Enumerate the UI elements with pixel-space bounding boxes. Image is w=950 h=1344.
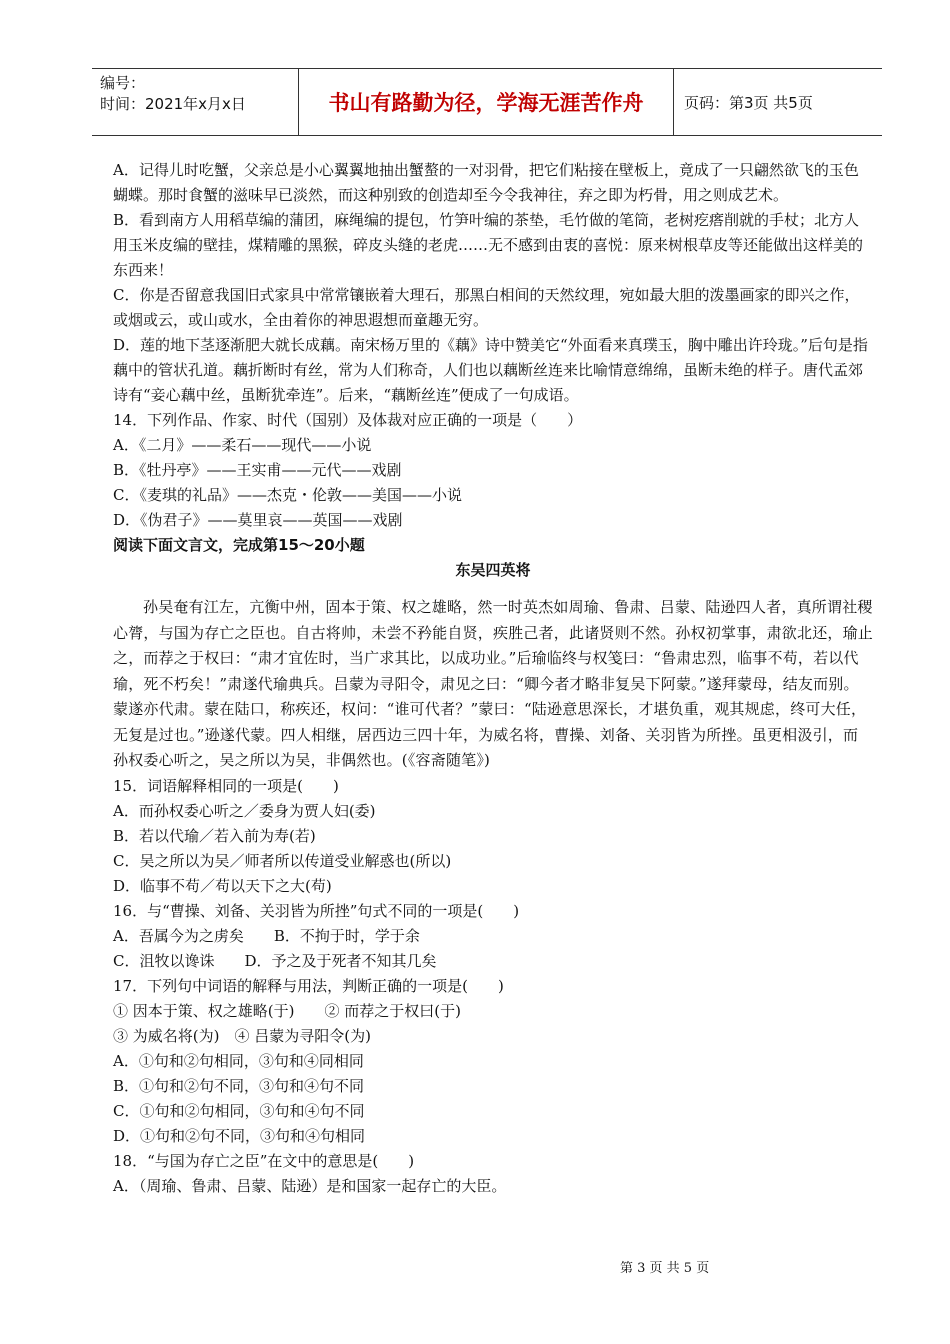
question-line: D．临事不苟／苟以天下之大(苟) [113, 876, 332, 895]
question-line: D．①句和②句不同，③句和④句相同 [113, 1126, 366, 1145]
option-paragraph: B．看到南方人用稻草编的蒲团，麻绳编的提包，竹笋叶编的茶垫，毛竹做的笔筒，老树疙瘩削就的手杖；北方人用玉米皮编的壁挂，煤精雕的黑猴，碎皮头缝的老虎……无不感到由衷的喜悦：原来树根草皮等还能做出这样美的东西来！ [113, 211, 864, 279]
page-header [92, 68, 882, 136]
question-line: A．（周瑜、鲁肃、吕蒙、陆逊）是和国家一起存亡的大臣。 [113, 1176, 507, 1195]
question-line: 17．下列句中词语的解释与用法，判断正确的一项是( ) [113, 976, 504, 995]
option-line: D．《伪君子》——莫里哀——英国——戏剧 [113, 511, 403, 529]
question-line: A．而孙权委心听之／委身为贾人妇(委) [113, 801, 376, 820]
option-line: B．《牡丹亭》——王实甫——元代——戏剧 [113, 461, 402, 479]
question-line: ③ 为威名将(为) ④ 吕蒙为寻阳令(为) [113, 1026, 371, 1045]
document-body [113, 158, 873, 1199]
header-page-label: 页码：第3页 共5页 [684, 93, 813, 112]
question-line: B．若以代瑜／若入前为寿(若) [113, 826, 316, 845]
option-paragraph: D．莲的地下茎逐渐肥大就长成藕。南宋杨万里的《藕》诗中赞美它“外面看来真璞玉，胸中雕出许玲珑。”后句是指藕中的管状孔道。藕折断时有丝，常为人们称奇，人们也以藕断丝连来比喻情意绵绵，虽断未绝的样子。唐代孟郊诗有“妾心藕中丝，虽断犹牵连”。后来，“藕断丝连”便成了一句成语。 [113, 336, 868, 404]
question-line: A．吾属今为之虏矣 B．不拘于时，学于余 [113, 926, 420, 945]
header-meta [92, 69, 299, 135]
classical-passage: 孙吴奄有江左，亢衡中州，固本于策、权之雄略，然一时英杰如周瑜、鲁肃、吕蒙、陆逊四人者，真所谓社稷心膂，与国为存亡之臣也。自古将帅，未尝不矜能自贤，疾胜己者，此诸贤则不然。孙权初掌事，肃欲北还，瑜止之，而荐之于权曰：“肃才宜佐时，当广求其比，以成功业。”后瑜临终与权笺曰：“鲁肃忠烈，临事不苟，若以代瑜，死不朽矣！”肃遂代瑜典兵。吕蒙为寻阳令，肃见之曰：“卿今者才略非复吴下阿蒙。”遂拜蒙母，结友而别。蒙遂亦代肃。蒙在陆口，称疾还，权问：“谁可代者？”蒙曰：“陆逊意思深长，才堪负重，观其规虑，终可大任，无复是过也。”逊遂代蒙。四人相继，居西边三四十年，为威名将，曹操、刘备、关羽皆为所挫。虽更相汲引，而孙权委心听之，吴之所以为吴，非偶然也。(《容斋随笔》) [113, 598, 874, 769]
question-line: 15．词语解释相同的一项是( ) [113, 776, 339, 795]
question-line: B．①句和②句不同，③句和④句不同 [113, 1076, 365, 1095]
time-label: 时间：2021年x月x日 [100, 95, 246, 113]
header-motto: 书山有路勤为径，学海无涯苦作舟 [299, 69, 674, 135]
question-line: 18．“与国为存亡之臣”在文中的意思是( ) [113, 1151, 415, 1170]
page-footer: 第 3 页 共 5 页 [620, 1261, 710, 1276]
question-line: C．沮牧以谗诛 D．予之及于死者不知其几矣 [113, 951, 437, 970]
option-paragraph: C．你是否留意我国旧式家具中常常镶嵌着大理石，那黑白相间的天然纹理，宛如最大胆的泼墨画家的即兴之作，或烟或云，或山或水，全由着你的神思遐想而童趣无穷。 [113, 286, 860, 329]
question-14: 14．下列作品、作家、时代（国别）及体裁对应正确的一项是（ ） [113, 411, 583, 429]
question-line: C．吴之所以为吴／师者所以传道受业解惑也(所以) [113, 851, 452, 870]
question-line: C．①句和②句相同，③句和④句不同 [113, 1101, 365, 1120]
question-line: 16．与“曹操、刘备、关羽皆为所挫”句式不同的一项是( ) [113, 901, 520, 920]
question-line: ① 因本于策、权之雄略(于) ② 而荐之于权曰(于) [113, 1001, 461, 1020]
passage-title: 东吴四英将 [455, 561, 531, 579]
option-line: A．《二月》——柔石——现代——小说 [113, 436, 372, 454]
question-line: A．①句和②句相同，③句和④同相同 [113, 1051, 364, 1070]
section-title: 阅读下面文言文，完成第15～20小题 [113, 536, 365, 554]
option-paragraph: A．记得儿时吃蟹，父亲总是小心翼翼地抽出蟹螯的一对羽骨，把它们粘接在壁板上，竟成了一只翩然欲飞的玉色蝴蝶。那时食蟹的滋味早已淡然，而这种别致的创造却至今令我神往，弃之即为朽骨，用之则成艺术。 [113, 161, 859, 204]
option-line: C．《麦琪的礼品》——杰克・伦敦——美国——小说 [113, 486, 462, 504]
number-label: 编号： [100, 74, 146, 92]
